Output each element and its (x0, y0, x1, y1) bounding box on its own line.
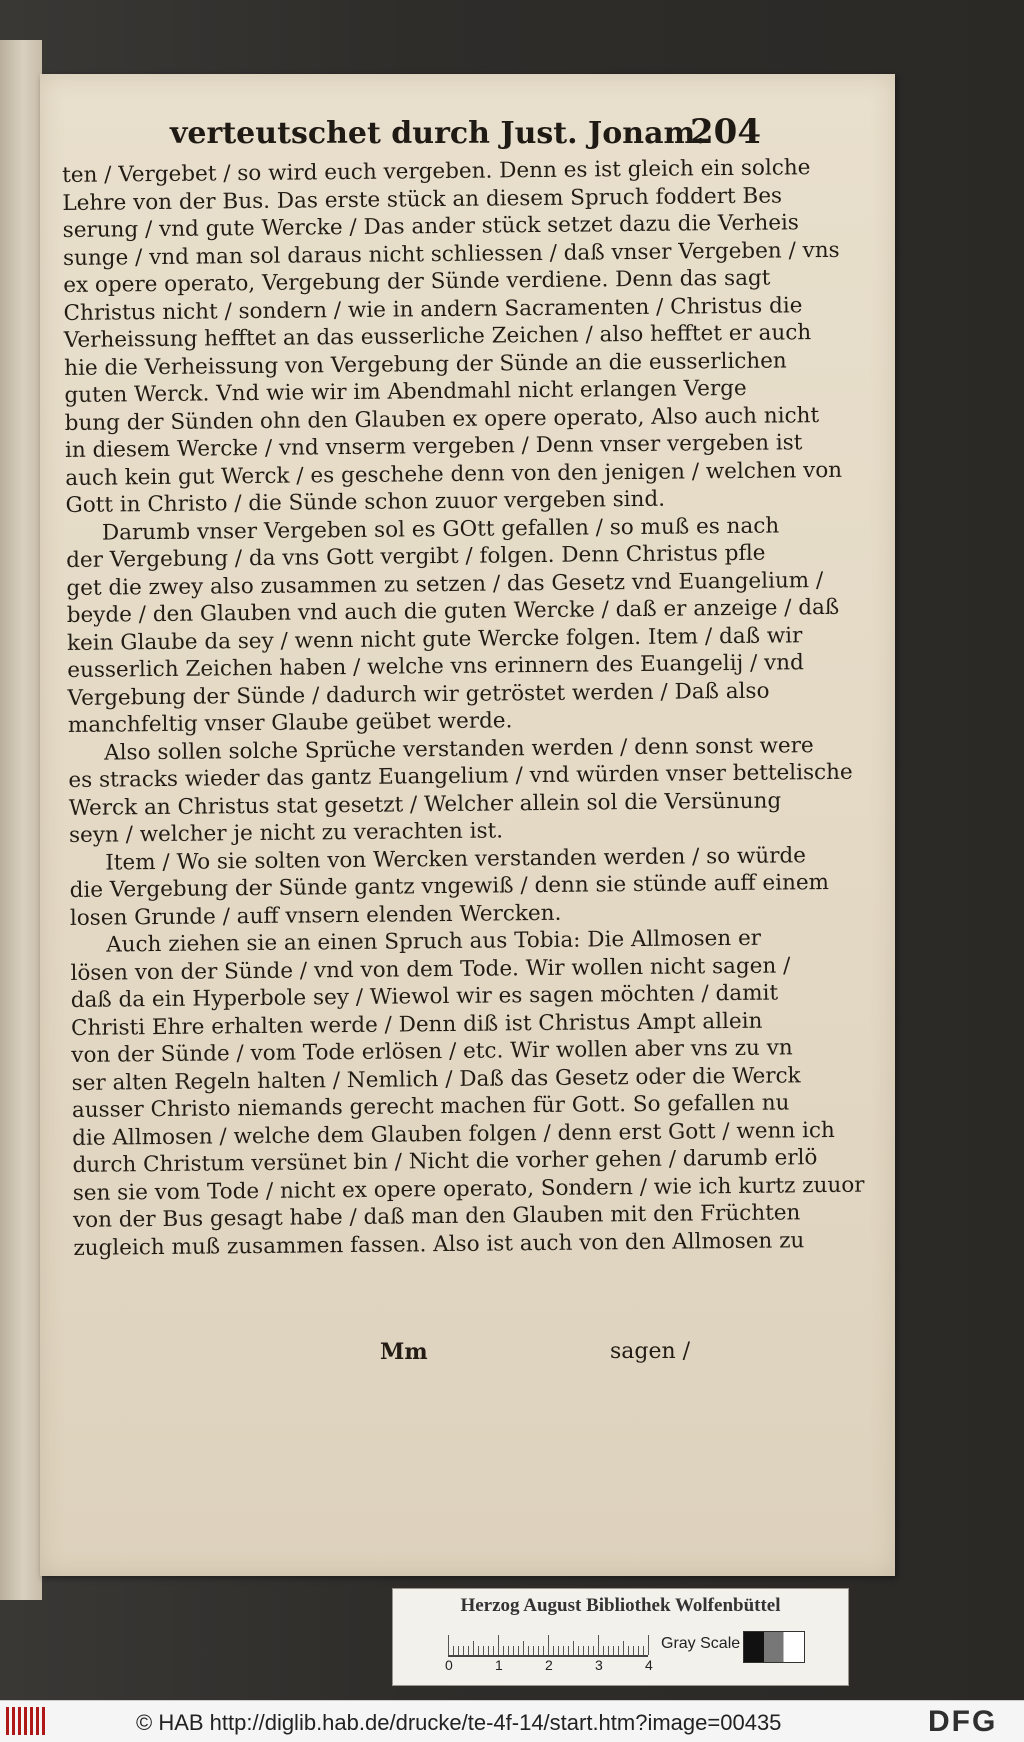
text-line: bung der Sünden ohn den Glauben ex opere operato, Also auch nicht (64, 402, 820, 436)
ruler-tick (618, 1646, 619, 1655)
ruler-tick (603, 1646, 604, 1655)
text-line: es stracks wieder das gantz Euangelium / vnd würden vnser bettelische (68, 759, 853, 793)
text-line: seyn / welcher je nicht zu verachten ist. (68, 818, 504, 848)
text-line: der Vergebung / da vns Gott vergibt / folgen. Denn Christus pfle (66, 540, 766, 573)
text-line: Verheissung hefftet an das eusserliche Zeichen / also hefftet er auch (63, 320, 812, 353)
scale-card (392, 1588, 849, 1686)
ruler-tick (643, 1646, 644, 1655)
text-line: auch kein gut Werck / es geschehe denn von den jenigen / welchen von (65, 457, 843, 491)
ruler-tick (463, 1646, 464, 1655)
text-line: die Allmosen / welche dem Glauben folgen / denn erst Gott / wenn ich (72, 1117, 835, 1151)
text-line: zugleich muß zusammen fassen. Also ist auch von den Allmosen zu (73, 1227, 805, 1261)
ruler-label: 2 (545, 1657, 553, 1673)
ruler-tick (508, 1646, 509, 1655)
text-line: die Vergebung der Sünde gantz vngewiß / denn sie stünde auff einem (69, 870, 830, 903)
text-line: kein Glaube da sey / wenn nicht gute Wercke folgen. Item / daß wir (66, 622, 803, 656)
ruler-tick (528, 1646, 529, 1655)
text-line: sunge / vnd man sol daraus nicht schliessen / daß vnser Vergeben / vns (62, 237, 840, 271)
ruler-label: 1 (495, 1657, 503, 1673)
ruler-tick (513, 1646, 514, 1655)
ruler-tick (533, 1646, 534, 1655)
ruler-tick (558, 1646, 559, 1655)
ruler-tick (498, 1635, 499, 1655)
text-line: Werck an Christus stat gesetzt / Welcher allein sol die Versünung (68, 788, 782, 821)
text-line: Item / Wo sie solten von Wercken verstanden werden / so würde (105, 842, 807, 876)
text-line: Christi Ehre erhalten werde / Denn diß ist Christus Ampt allein (70, 1008, 763, 1041)
text-line: Darumb vnser Vergeben sol es GOtt gefallen / so muß es nach (101, 513, 780, 546)
ruler-tick (598, 1635, 599, 1655)
ruler-tick (468, 1646, 469, 1655)
ruler-tick (548, 1635, 549, 1655)
ruler-tick (478, 1646, 479, 1655)
text-line: manchfeltig vnser Glaube geübet werde. (67, 708, 513, 738)
text-line: Christus nicht / sondern / wie in andern Sacramenten / Christus die (63, 292, 803, 326)
text-line: sen sie vom Tode / nicht ex opere operato, Sondern / wie ich kurtz zuuor (72, 1172, 865, 1206)
text-line: eusserlich Zeichen haben / welche vns erinnern des Euangelij / vnd (67, 650, 804, 683)
text-line: beyde / den Glauben vnd auch die guten Wercke / daß er anzeige / daß (66, 594, 840, 628)
ruler-tick (553, 1646, 554, 1655)
ruler-tick (523, 1641, 524, 1655)
footer-bar (0, 1700, 1024, 1742)
page-number: 204 (690, 112, 761, 152)
text-line: Also sollen solche Sprüche verstanden werden / denn sonst were (104, 732, 814, 766)
library-name: Herzog August Bibliothek Wolfenbüttel (460, 1595, 781, 1616)
ruler-tick (458, 1646, 459, 1655)
text-line: Vergebung der Sünde / dadurch wir getröstet werden / Daß also (67, 678, 770, 711)
ruler-tick (648, 1635, 649, 1655)
text-line: ausser Christo niemands gerecht machen für Gott. So gefallen nu (71, 1090, 790, 1123)
ruler-tick (573, 1641, 574, 1655)
text-line: Gott in Christo / die Sünde schon zuuor vergeben sind. (65, 486, 666, 518)
text-line: get die zwey also zusammen zu setzen / das Gesetz vnd Euangelium / (66, 567, 824, 601)
text-line: guten Werck. Vnd wie wir im Abendmahl nicht erlangen Verge (64, 375, 747, 408)
text-line: von der Sünde / vom Tode erlösen / etc. Wir wollen aber vns zu vn (71, 1035, 793, 1068)
ruler-tick (493, 1646, 494, 1655)
source-url-link[interactable]: © HAB http://diglib.hab.de/drucke/te-4f-14/start.htm?image=00435 (136, 1710, 782, 1735)
ruler-tick (518, 1646, 519, 1655)
ruler-tick (543, 1646, 544, 1655)
ruler-label: 3 (595, 1657, 603, 1673)
ruler-label: 4 (645, 1657, 653, 1673)
ruler-tick (588, 1646, 589, 1655)
dfg-logo: DFG (928, 1705, 998, 1738)
ruler (448, 1633, 648, 1657)
ruler-tick (628, 1646, 629, 1655)
text-line: serung / vnd gute Wercke / Das ander stück setzet dazu die Verheis (62, 210, 800, 243)
text-line: ex opere operato, Vergebung der Sünde verdiene. Denn das sagt (63, 265, 771, 298)
gray-scale-label: Gray Scale (661, 1635, 741, 1652)
ruler-label: 0 (445, 1657, 453, 1673)
text-line: daß da ein Hyperbole sey / Wiewol wir es sagen möchten / damit (70, 980, 779, 1013)
ruler-tick (578, 1646, 579, 1655)
ruler-tick (473, 1641, 474, 1655)
body-text (62, 155, 865, 1262)
left-page-edge (0, 40, 42, 1600)
text-line: von der Bus gesagt habe / daß man den Glauben mit den Früchten (72, 1200, 801, 1233)
text-line: ser alten Regeln halten / Nemlich / Daß das Gesetz oder die Werck (71, 1062, 801, 1096)
text-line: in diesem Wercke / vnd vnserm vergeben / Denn vnser vergeben ist (64, 430, 803, 463)
ruler-tick (483, 1646, 484, 1655)
ruler-tick (538, 1646, 539, 1655)
ruler-tick (608, 1646, 609, 1655)
signature-mark: Mm (380, 1339, 428, 1365)
ruler-tick (623, 1641, 624, 1655)
text-line: losen Grunde / auff vnsern elenden Wercken. (69, 900, 562, 931)
ruler-tick (453, 1646, 454, 1655)
ruler-tick (448, 1635, 449, 1655)
gray-scale-swatch (743, 1631, 805, 1663)
text-line: lösen von der Sünde / vnd von dem Tode. Wir wollen nicht sagen / (70, 952, 791, 986)
catchword: sagen / (610, 1339, 691, 1364)
text-line: hie die Verheissung von Vergebung der Sünde an die eusserlichen (64, 347, 787, 381)
ruler-labels (445, 1657, 665, 1675)
text-line: durch Christum versünet bin / Nicht die vorher gehen / darumb erlö (72, 1145, 818, 1178)
ruler-tick (613, 1646, 614, 1655)
text-line: Auch ziehen sie an einen Spruch aus Tobia: Die Allmosen er (106, 925, 762, 958)
running-head: verteutschet durch Just. Jonam. (170, 116, 706, 151)
text-line: Lehre von der Bus. Das erste stück an diesem Spruch foddert Bes (62, 182, 783, 216)
ruler-tick (568, 1646, 569, 1655)
ruler-tick (563, 1646, 564, 1655)
ruler-tick (638, 1646, 639, 1655)
ruler-tick (488, 1646, 489, 1655)
text-line: ten / Vergebet / so wird euch vergeben. Denn es ist gleich ein solche (62, 155, 811, 188)
ruler-tick (583, 1646, 584, 1655)
hab-logo-icon (6, 1707, 46, 1735)
ruler-tick (633, 1646, 634, 1655)
ruler-tick (593, 1646, 594, 1655)
ruler-tick (503, 1646, 504, 1655)
